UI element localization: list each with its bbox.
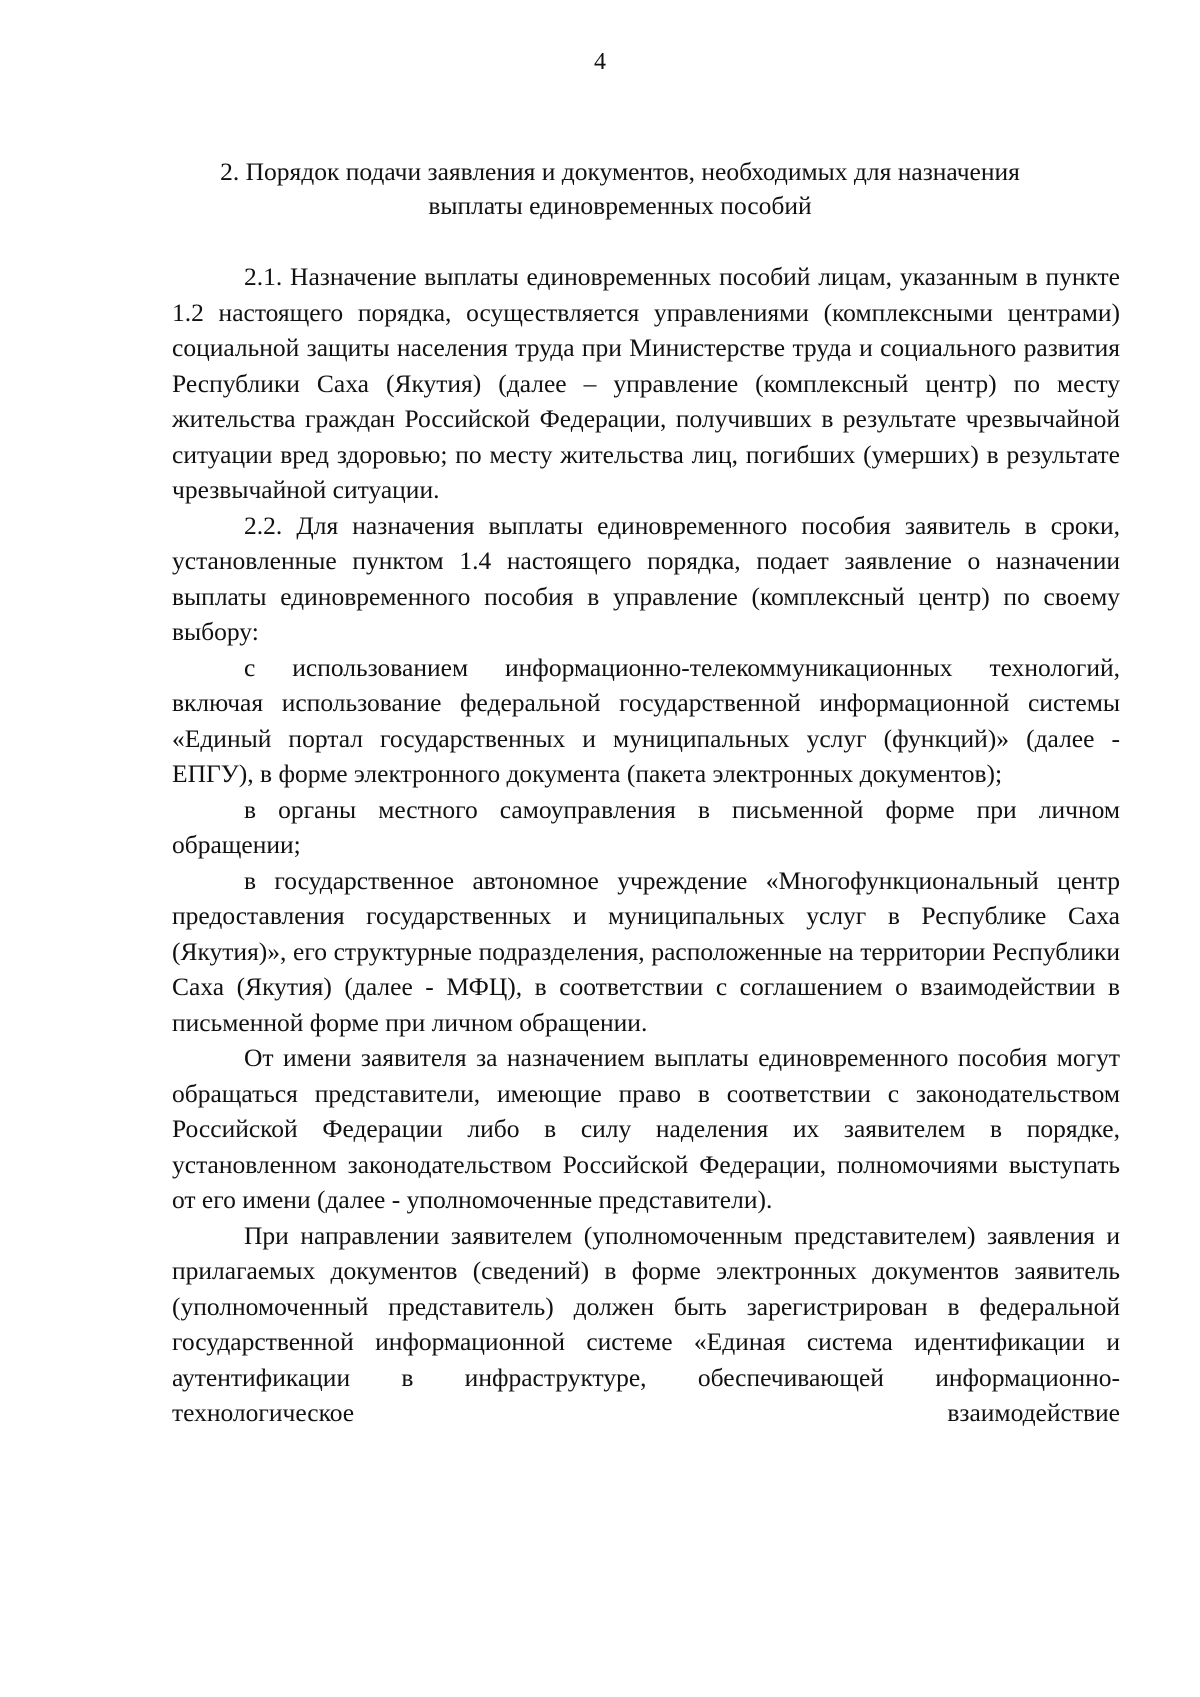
- section-heading-line-2: выплаты единовременных пособий: [428, 191, 812, 220]
- paragraph-local-government-option: в органы местного самоуправления в письменной форме при личном обращении;: [172, 794, 1120, 859]
- section-heading-line-1: 2. Порядок подачи заявления и документов, необходимых для назначения: [220, 157, 1020, 186]
- body-text: [172, 259, 1120, 1431]
- page-number: 4: [594, 49, 606, 75]
- paragraph-representatives: От имени заявителя за назначением выплаты единовременного пособия могут обращаться представители, имеющие право в соответствии с законодательством Российской Федерации либо в силу наделения их заявителем в порядке, установленном законодательством Российской Федерации, полномочиями выступать от его имени (далее - уполномоченные представители).: [172, 1043, 1120, 1214]
- paragraph-2-1: 2.1. Назначение выплаты единовременных пособий лицам, указанным в пункте 1.2 настоящего порядка, осуществляется управлениями (комплексными центрами) социальной защиты населения труда при Министерстве труда и социального развития Республики Саха (Якутия) (далее – управление (комплексный центр) по месту жительства граждан Российской Федерации, получивших в результате чрезвычайной ситуации вред здоровью; по месту жительства лиц, погибших (умерших) в результате чрезвычайной ситуации.: [172, 262, 1120, 504]
- paragraph-mfc-option: в государственное автономное учреждение «Многофункциональный центр предоставления государственных и муниципальных услуг в Республике Саха (Якутия)», его структурные подразделения, расположенные на территории Республики Саха (Якутия) (далее - МФЦ), в соответствии с соглашением о взаимодействии в письменной форме при личном обращении.: [172, 865, 1120, 1037]
- paragraph-epgu-option: с использованием информационно-телекоммуникационных технологий, включая использование федеральной государственной информационной системы «Единый портал государственных и муниципальных услуг (функций)» (далее - ЕПГУ), в форме электронного документа (пакета электронных документов);: [172, 652, 1120, 788]
- paragraph-2-2: 2.2. Для назначения выплаты единовременного пособия заявитель в сроки, установленные пунктом 1.4 настоящего порядка, подает заявление о назначении выплаты единовременного пособия в управление (комплексный центр) по своему выбору:: [172, 510, 1120, 646]
- section-heading: [160, 155, 1080, 223]
- paragraph-electronic-submission: При направлении заявителем (уполномоченным представителем) заявления и прилагаемых документов (сведений) в форме электронных документов заявитель (уполномоченный представитель) должен быть зарегистрирован в федеральной государственной информационной системе «Единая система идентификации и аутентификации в инфраструктуре, обеспечивающей информационно-технологическое взаимодействие: [172, 1220, 1120, 1427]
